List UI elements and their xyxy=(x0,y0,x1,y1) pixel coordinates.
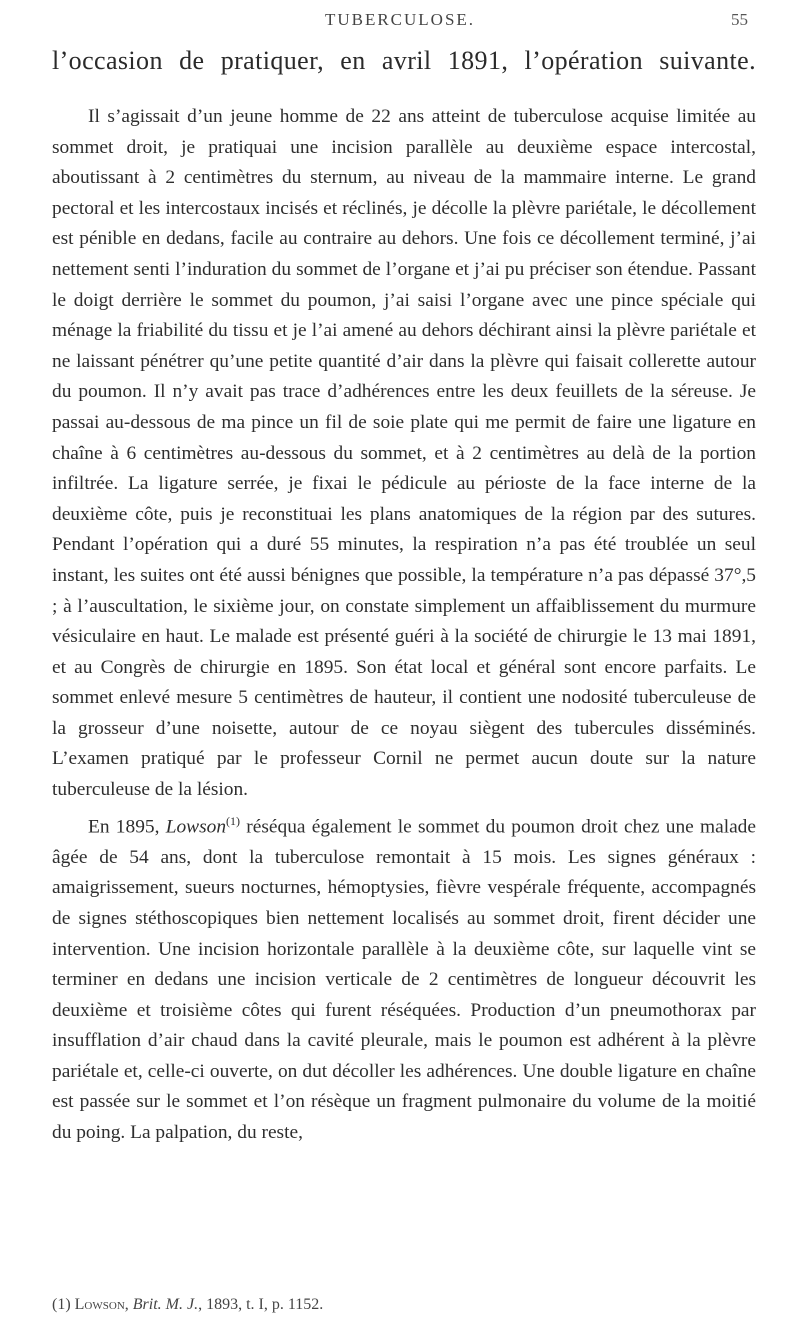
paragraph-lead: En 1895, xyxy=(88,816,166,838)
paragraph-lowson-case xyxy=(52,806,756,1149)
footnote-reference: (1) xyxy=(226,813,241,828)
footnote-author: Lowson xyxy=(74,1296,125,1313)
page-number: 55 xyxy=(731,10,748,29)
footnote-details: , 1893, t. I, p. 1152. xyxy=(198,1296,324,1313)
paragraph-case-1891: Il s’agissait d’un jeune homme de 22 ans atteint de tuberculose acquise limitée au sommet droit, je pratiquai une incision parallèle au deuxième espace intercostal, aboutissant à 2 centimètres du sternum, au niveau de la mammaire interne. Le grand pectoral et les intercostaux incisés et réclinés, je décolle la plèvre pariétale, le décollement est pénible en dedans, facile au contraire au dehors. Une fois ce décollement terminé, j’ai nettement senti l’induration du sommet de l’organe et j’ai pu préciser son étendue. Passant le doigt derrière le sommet du poumon, j’ai saisi l’organe avec une pince spéciale qui ménage la friabilité du tissu et je l’ai amené au dehors déchirant ainsi la plèvre pariétale et ne laissant pénétrer qu’une petite quantité d’air dans la plèvre qui faisait collerette autour du poumon. Il n’y avait pas trace d’adhérences entre les deux feuillets de la séreuse. Je passai au-dessous de ma pince un fil de soie plate qui me permit de faire une ligature en chaîne à 6 centimètres au-dessous du sommet, et à 2 centimètres au delà de la portion infiltrée. La ligature serrée, je fixai le pédicule au périoste de la face interne de la deuxième côte, puis je reconstituai les plans anatomiques de la région par des sutures. Pendant l’opération qui a duré 55 minutes, la respiration n’a pas été troublée un seul instant, les suites ont été aussi bénignes que possible, la température n’a pas dépassé 37°,5 ; à l’auscultation, le sixième jour, on constate simplement un affaiblissement du murmure vésiculaire en haut. Le malade est présenté guéri à la société de chirurgie le 13 mai 1891, et au Congrès de chirurgie en 1895. Son état local et général sont encore parfaits. Le sommet enlevé mesure 5 centimètres de hauteur, il contient une nodosité tuberculeuse de la grosseur d’une noisette, autour de ce noyau siègent des tubercules disséminés. L’examen pratiqué par le professeur Cornil ne permet aucun doute sur la nature tuberculeuse de la lésion. xyxy=(52,106,756,801)
body-text xyxy=(52,102,756,1149)
footnote-separator: , xyxy=(124,1296,133,1313)
footnote xyxy=(52,1294,756,1316)
running-title: TUBERCULOSE. xyxy=(324,10,476,29)
footnote-mark: (1) xyxy=(52,1296,71,1313)
author-name: Lowson xyxy=(165,816,227,838)
footnote-journal: Brit. M. J. xyxy=(132,1296,199,1313)
paragraph-text: réséqua également le sommet du poumon droit chez une malade âgée de 54 ans, dont la tuberculose remontait à 15 mois. Les signes généraux : amaigrissement, sueurs nocturnes, hémoptysies, fièvre vespérale fréquente, accompagnés de signes stéthoscopiques bien nettement localisés au sommet droit, firent décider une intervention. Une incision horizontale parallèle à la deuxième côte, sur laquelle vint se terminer en dedans une incision verticale de 2 centimètres de longueur découvrit les deuxième et troisième côtes qui furent réséquées. Production d’un pneumothorax par insufflation d’air chaud dans la cavité pleurale, mais le poumon est adhérent à la plèvre pariétale et, celle-ci ouverte, on dut décoller les adhérences. Une double ligature en chaîne est passée sur le sommet et l’on résèque un fragment pulmonaire du volume de la moitié du poing. La palpation, du reste, xyxy=(52,816,756,1144)
running-header xyxy=(0,8,800,36)
continuation-line: l’occasion de pratiquer, en avril 1891, l’opération suivante. xyxy=(52,46,756,75)
